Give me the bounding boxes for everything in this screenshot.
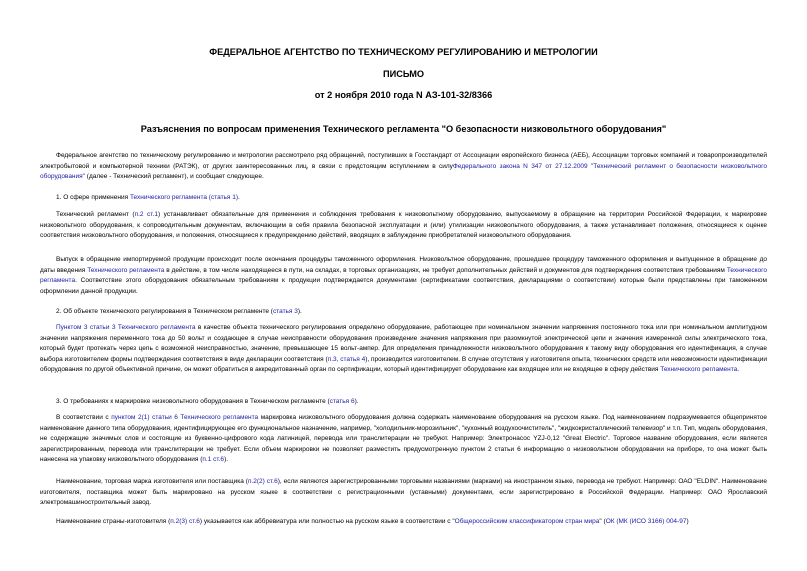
link-p2-1-article-6[interactable]: пунктом 2(1) статьи 6 Технического регламента [111,414,259,421]
paragraph-text-4: ) [686,518,689,525]
paragraph-text: В соответствии с [56,414,112,421]
paragraph-text-2: ), если являются зарегистрированными торговыми названиями (марками) на иностранном языке, перевода не требуют. Например: ОАО "ELDIN". Наименование изготовителя, поставщика может быть маркировано на русском языке в соответствии с регистрационными (уставными) документами, если зарегистрировано в Российской Федерации. Например: ОАО Ярославский электромашиностроительный завод. [40,478,767,507]
paragraph-text-2: в действие, в том числе находящееся в пути, на складах, в торговых организациях, не требует дополнительных действий и документов для подтверждения соответствия требованиям [164,266,727,274]
paragraph-text: в качестве объекта технического регулирования определено оборудование, работающее при номинальном значении напряжения постоянного тока или при номинальном амплитудном значении напряжения переменного тока до 50 вольт и создающее в случае неисправности оборудования произведение значения напряжения при разомкнутой электрической цепи и значения измеренной силы электрического тока, который будет протекать через цепь с возможной неисправностью, значение, превышающее 15 вольт-ампер. Для определения принадлежности низковольтного оборудования к такому виду оборудования его идентификация, в случае выбора изготовителем формы подтверждения соответствия в виде декларации соответствия ( [40,324,767,363]
paragraph-import [40,255,767,297]
paragraph-text-3: . Соответствие этого оборудования обязательным требованиям к продукции подтверждается документами (сертификатами соответствия, декларациями о соответствии) которые были представлены при таможенном оформлении данной продукции. [40,277,767,295]
doc-date-number: от 2 ноября 2010 года N АЗ-101-32/8366 [314,90,493,100]
link-article-6[interactable]: статья 6 [329,398,355,405]
link-country-classifier[interactable]: Общероссийским классификатором стран мира [454,518,600,525]
section-1-heading [56,193,240,203]
paragraph-country [40,517,767,528]
link-federal-law-347[interactable]: Федерального закона N 347 от 27.12.2009 "Технический регламент о безопасности низковольтного оборудования" [40,162,767,181]
paragraph-text-3: ). [224,456,229,464]
link-p2-3-st6[interactable]: п.2(3) ст.6 [170,518,200,525]
section-1-heading-end: . [238,194,240,201]
link-p3-article-3[interactable]: Пунктом 3 статьи 3 Технического регламента [56,324,196,331]
paragraph-text: Наименование страны-изготовителя ( [56,518,171,525]
link-regulation-article-1[interactable]: Технического регламента (статья 1) [129,194,239,201]
link-p3-article-4[interactable]: п.3, статья 4 [327,355,366,363]
paragraph-scope [40,210,767,242]
agency-name: ФЕДЕРАЛЬНОЕ АГЕНТСТВО ПО ТЕХНИЧЕСКОМУ РЕГУЛИРОВАНИЮ И МЕТРОЛОГИИ [209,47,598,57]
link-article-3[interactable]: статья 3 [272,308,298,315]
paragraph-text-3: " ( [599,518,606,525]
section-2-heading [56,307,302,317]
paragraph-marking [40,413,767,466]
link-p1-st6[interactable]: п.1 ст.6 [202,456,225,464]
doc-type: ПИСЬМО [382,69,425,79]
paragraph-manufacturer [40,477,767,509]
section-3-heading-end: ). [354,398,359,405]
intro-text-2: (далее - Технический регламент), и сообщает следующее. [84,173,264,181]
section-3-heading [56,397,359,407]
paragraph-object [40,323,767,376]
paragraph-text-2: ), производится изготовителем. В случае отсутствия у изготовителя опыта, технических средств или невозможности идентификации оборудования по другой объективной причине, он может обратиться в аккредитованный орган по сертификации, который идентифицирует оборудование как входящее или не входящее в сферу действия [40,355,767,374]
link-ok-mk-iso-3166[interactable]: ОК (МК (ИСО 3166) 004-97 [605,518,687,525]
link-p2-2-st6[interactable]: п.2(2) ст.6 [247,478,278,485]
intro-paragraph [40,151,767,183]
section-1-heading-text: 1. О сфере применения [56,194,130,201]
link-regulation[interactable]: Технического регламента [87,266,165,274]
intro-text: Федеральное агентство по техническому регулированию и метрологии рассмотрело ряд обращений, поступивших в Госстандарт от Ассоциации европейского бизнеса (АЕБ), Ассоциации торговых компаний и товаропроизводителей электробытовой и компьютерной техники (РАТЭК), от других заинтересованных лиц, в связи с предстоящим вступлением в силу [40,152,767,170]
paragraph-text-3: . [737,366,740,374]
paragraph-text-2: ) устанавливает обязательные для применения и соблюдения требования к низковольтному оборудованию, выпускаемому в обращение на территории Российской Федерации, к маркировке низковольтного оборудования, к сопроводительным документам, включающим в себя правила безопасной эксплуатации и (или) утилизации низковольтного оборудования, а также устанавливает положения, относящиеся к оценке соответствия низковольтного оборудования, и положения, относящиеся к предупреждению действий, вводящих в заблуждение приобретателей низковольтного оборудования. [40,211,767,240]
section-2-heading-text: 2. Об объекте технического регулирования в Техническом регламенте ( [56,308,273,315]
paragraph-text: Технический регламент ( [56,211,135,218]
section-2-heading-end: ). [297,308,302,315]
doc-title: Разъяснения по вопросам применения Технического регламента "О безопасности низковольтного оборудования" [140,124,667,134]
paragraph-text-2: ) указывается как аббревиатура или полностью на русском языке в соответствии с " [199,518,455,525]
link-regulation-3[interactable]: Технического регламента [660,366,738,374]
section-3-heading-text: 3. О требованиях к маркировке низковольтного оборудования в Техническом регламенте ( [56,398,330,405]
paragraph-text-2: маркировка низковольтного оборудования должна содержать наименование оборудования на русском языке. Под наименованием подразумевается общепринятое наименование данного типа оборудования, идентифицирующее его функциональное назначение, например, "холодильник-морозильник", "кухонный воздухоочиститель", "жидкокристаллический телевизор" и т.п. Тип, модель оборудования, не содержащие значимых слов и состоящие из буквенно-цифрового кода латиницей, перевода или транслитерации не требуют. Например: Электронасос YZJ-0,12 "Great Electric". Торговое название оборудования, если является зарегистрированным, перевода или транслитерации не требует. Если объем маркировки не позволяет разместить предусмотренную пунктом 2 статьи 6 информацию о низковольтном оборудовании на приборе, то она может быть нанесена на упаковку низковольтного оборудования ( [40,414,768,464]
paragraph-text: Наименование, торговая марка изготовителя или поставщика ( [56,478,248,485]
link-regulation-2[interactable]: Технического регламента [40,266,767,285]
link-p2-st1[interactable]: п.2 ст.1 [134,211,158,218]
paragraph-text: Выпуск в обращение импортируемой продукции происходит после окончания процедуры таможенного оформления. Низковольтное оборудование, прошедшее процедуру таможенного оформления и выпущенное в обращение до даты введения [40,256,767,274]
